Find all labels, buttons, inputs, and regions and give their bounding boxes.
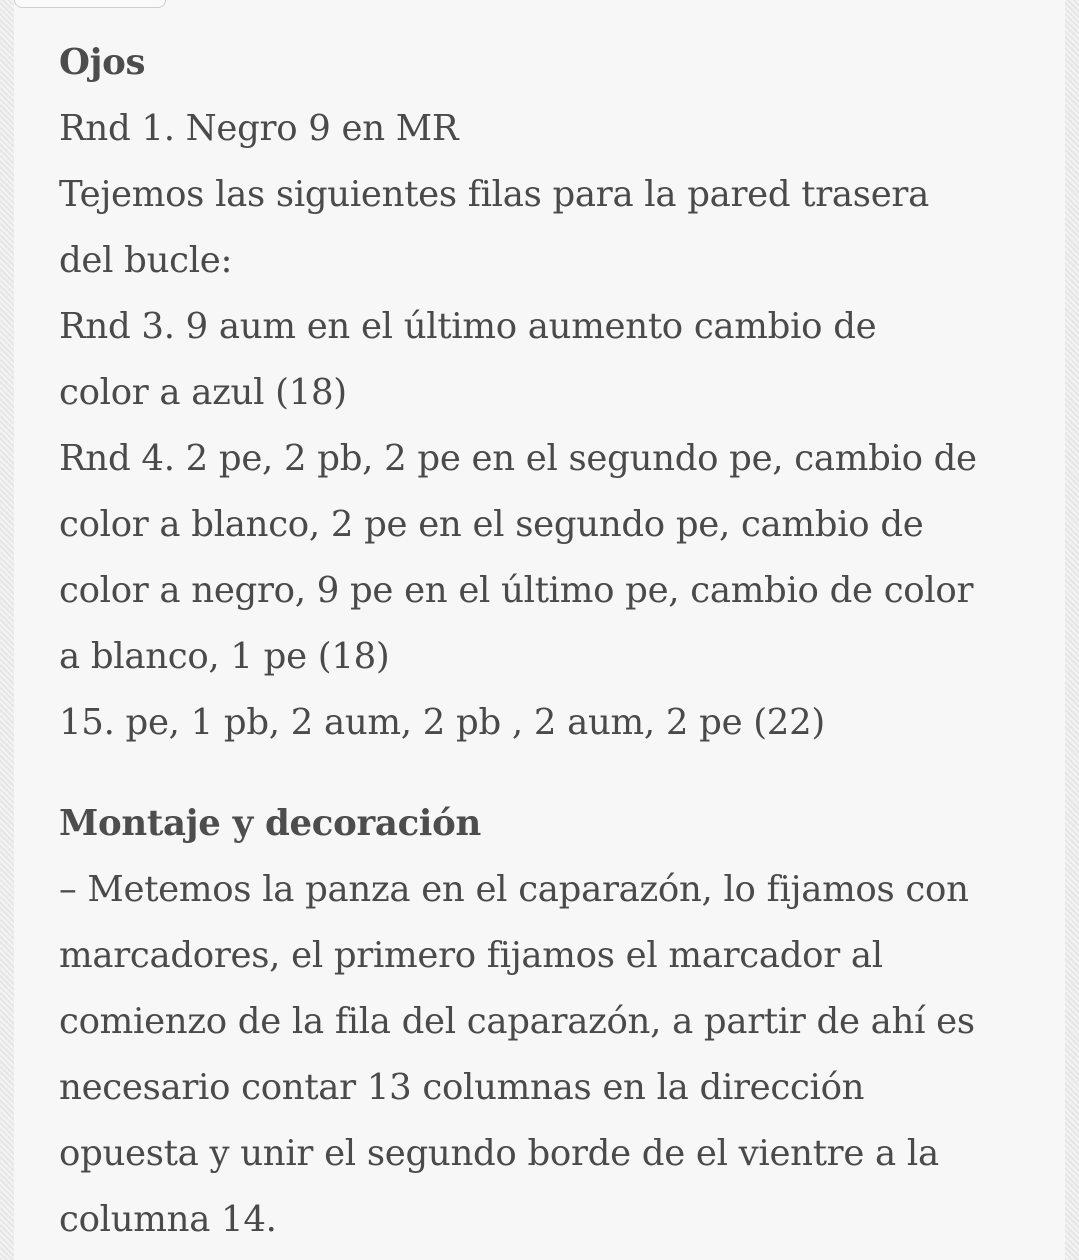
text-line: columna 14.: [59, 1199, 277, 1240]
text-line: opuesta y unir el segundo borde de el vientre a la: [59, 1133, 939, 1174]
top-tab: [14, 0, 166, 8]
text-line: del bucle:: [59, 240, 233, 281]
text-line: color a negro, 9 pe en el último pe, cambio de color: [59, 570, 974, 611]
text-line: – Metemos la panza en el caparazón, lo fijamos con: [59, 869, 969, 910]
text-line: necesario contar 13 columnas en la dirección: [59, 1067, 865, 1108]
text-line: a blanco, 1 pe (18): [59, 636, 390, 677]
text-line: comienzo de la fila del caparazón, a partir de ahí es: [59, 1001, 975, 1042]
text-line: Rnd 4. 2 pe, 2 pb, 2 pe en el segundo pe, cambio de: [59, 438, 977, 479]
text-line: Rnd 3. 9 aum en el último aumento cambio de: [59, 306, 877, 347]
section-montaje: [59, 791, 1034, 1253]
article-content: [59, 30, 1034, 1253]
section-ojos: [59, 30, 1034, 756]
text-line: Rnd 1. Negro 9 en MR: [59, 108, 459, 149]
text-line: color a blanco, 2 pe en el segundo pe, cambio de: [59, 504, 924, 545]
text-line: 15. pe, 1 pb, 2 aum, 2 pb , 2 aum, 2 pe (22): [59, 702, 825, 743]
section-title-ojos: Ojos: [59, 42, 146, 83]
section-gap: [59, 756, 1034, 791]
text-line: marcadores, el primero fijamos el marcador al: [59, 935, 883, 976]
text-line: Tejemos las siguientes filas para la pared trasera: [59, 174, 929, 215]
right-page-edge: [1065, 0, 1079, 1260]
text-line: color a azul (18): [59, 372, 347, 413]
section-title-montaje: Montaje y decoración: [59, 803, 481, 844]
left-page-edge: [0, 0, 14, 1260]
